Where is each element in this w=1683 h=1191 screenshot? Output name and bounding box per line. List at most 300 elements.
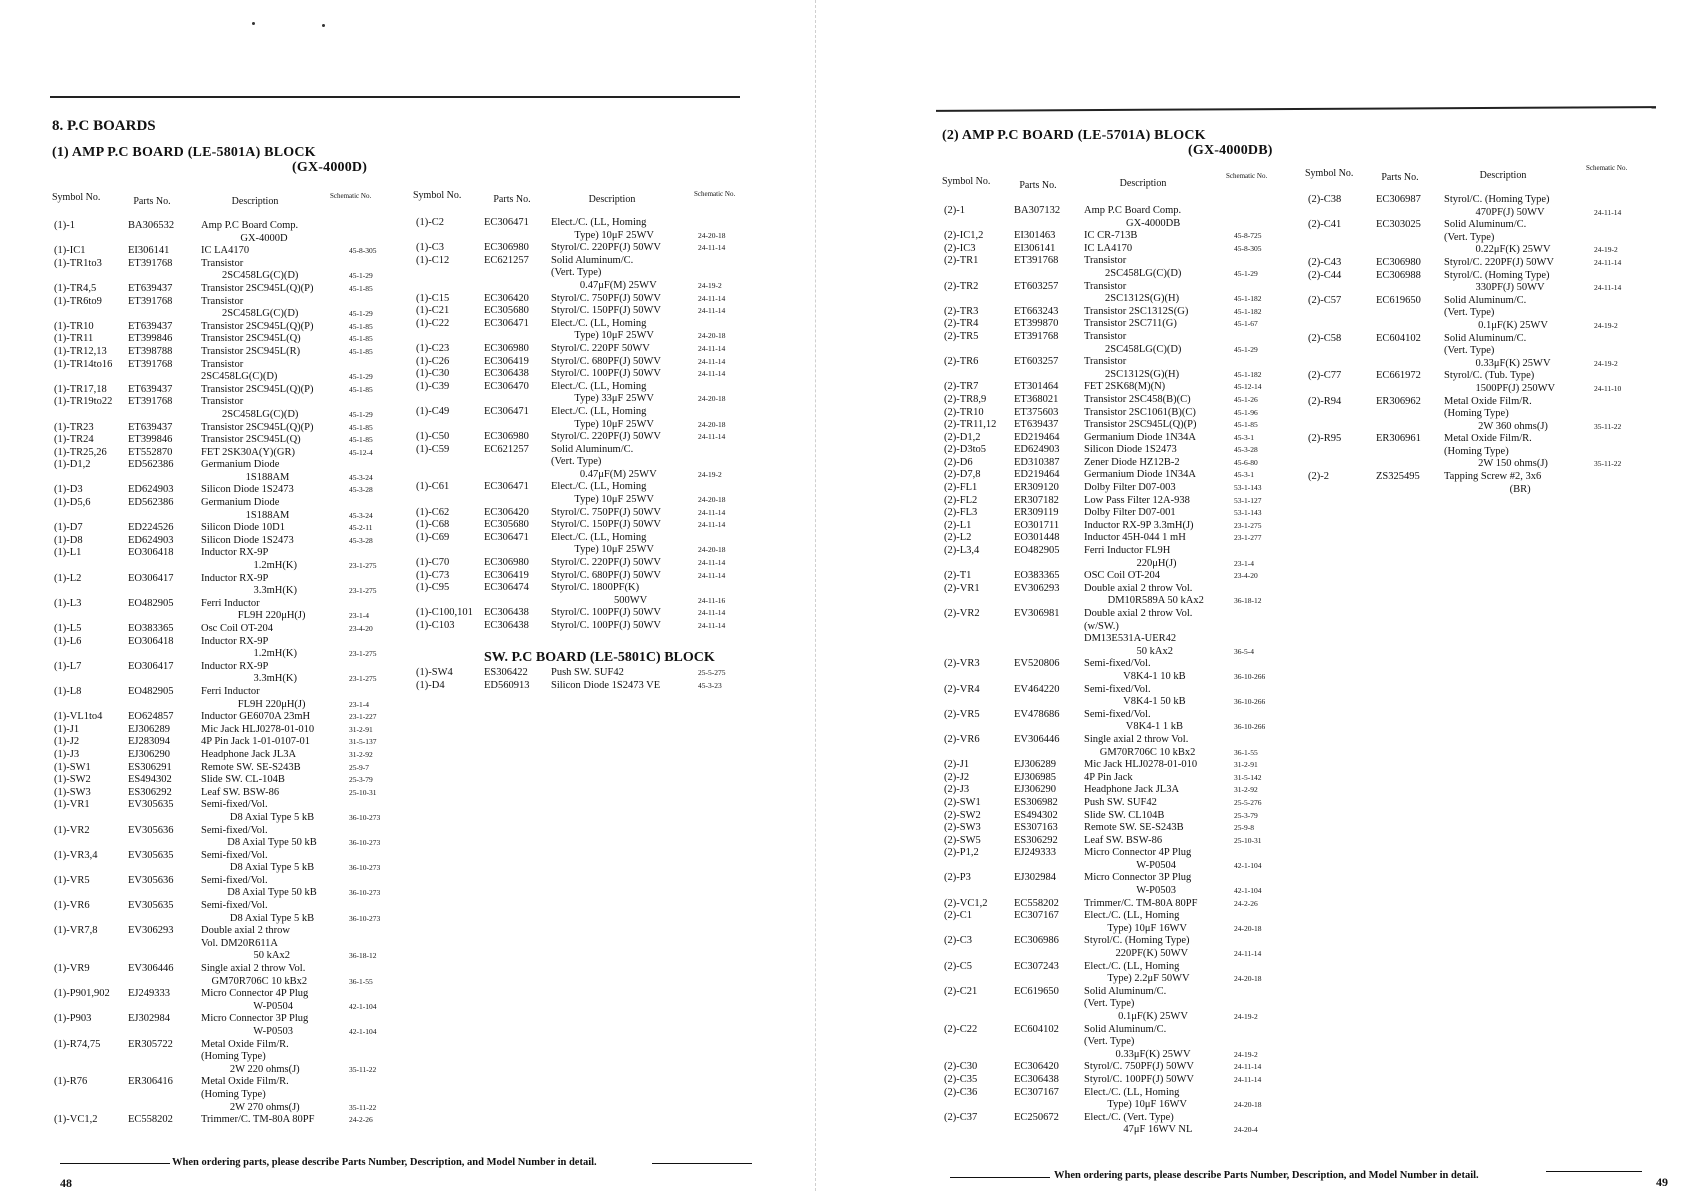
symbol-no: (1)-C26 [416, 355, 450, 367]
description: Silicon Diode 1S2473 VE [551, 679, 661, 691]
parts-row [1308, 446, 1630, 459]
parts-no: ET391768 [128, 295, 173, 307]
parts-row [54, 976, 389, 989]
parts-no [128, 648, 201, 661]
parts-no: ET399870 [1014, 318, 1059, 330]
schematic-no [349, 1013, 389, 1026]
description: Styrol/C. 100PF(J) 50WV [551, 368, 661, 380]
parts-no: ET639437 [128, 320, 173, 332]
description: Transistor [1084, 255, 1127, 267]
schematic-no: 36-5-4 [1234, 646, 1254, 656]
description: Styrol/C. (Homing Type) [1084, 935, 1190, 947]
parts-no [128, 1064, 201, 1077]
description: Silicon Diode 1S2473 [201, 534, 294, 546]
parts-no [128, 1089, 201, 1102]
symbol-no [944, 293, 1014, 306]
description: (Vert. Type) [1444, 345, 1495, 357]
parts-no: ET552870 [128, 446, 173, 458]
symbol-no [54, 585, 128, 598]
parts-row [944, 293, 1270, 306]
header-schematic: Schematic No. [1586, 164, 1628, 172]
description: 1.2mH(K) [201, 648, 297, 660]
schematic-no: 31-2-91 [1234, 760, 1258, 770]
parts-row [54, 938, 389, 951]
symbol-no: (1)-J3 [54, 748, 80, 760]
schematic-no: 45-1-67 [1234, 319, 1258, 329]
symbol-no: (1)-P901,902 [54, 988, 110, 1000]
symbol-no [54, 610, 128, 623]
parts-no [1376, 345, 1444, 358]
description: Micro Connector 4P Plug [201, 988, 309, 1000]
parts-no: EV306293 [1014, 582, 1060, 594]
parts-no: EO306418 [128, 635, 174, 647]
description: Remote SW. SE-S243B [201, 761, 301, 773]
symbol-no [54, 1064, 128, 1077]
parts-row [944, 923, 1270, 936]
symbol-no: (1)-TR23 [54, 421, 94, 433]
description: V8K4-1 10 kB [1084, 670, 1186, 682]
parts-no: EC303025 [1376, 219, 1421, 231]
parts-list-sub-block [416, 667, 738, 692]
schematic-no [698, 381, 738, 394]
description: Germanium Diode [201, 459, 280, 471]
parts-no: EO482905 [128, 685, 174, 697]
top-rule [936, 106, 1656, 112]
parts-no [128, 887, 201, 900]
parts-row [54, 270, 389, 283]
symbol-no: (2)-D1,2 [944, 431, 981, 443]
schematic-no [1594, 446, 1630, 459]
symbol-no [944, 721, 1014, 734]
schematic-no: 24-19-2 [698, 280, 722, 290]
parts-row [54, 623, 389, 636]
symbol-no [1308, 484, 1376, 497]
description: 2SC458LG(C)(D) [201, 371, 278, 383]
symbol-no [944, 1099, 1014, 1112]
parts-row [944, 255, 1270, 268]
description: W-P0503 [201, 1026, 293, 1037]
symbol-no: (1)-SW3 [54, 786, 91, 798]
schematic-no: 25-9-8 [1234, 823, 1254, 833]
parts-row [416, 680, 738, 693]
footer-rule [652, 1163, 752, 1164]
symbol-no [416, 419, 484, 432]
description: GX-4000DB [1084, 217, 1181, 229]
description: Double axial 2 throw Vol. [1084, 582, 1193, 594]
parts-row [944, 444, 1270, 457]
description: Transistor [1084, 280, 1127, 292]
schematic-no: 35-11-22 [1594, 459, 1622, 469]
parts-no: ED624903 [128, 484, 174, 496]
parts-row [54, 862, 389, 875]
description: Semi-fixed/Vol. [1084, 658, 1151, 670]
parts-no: ED562386 [128, 459, 174, 471]
description: D8 Axial Type 5 kB [201, 811, 315, 823]
schematic-no: 24-11-14 [1234, 949, 1262, 959]
parts-row [944, 558, 1270, 571]
parts-row [1308, 458, 1630, 471]
parts-row [416, 582, 738, 595]
parts-row [54, 283, 389, 296]
description: 2SC458LG(C)(D) [201, 270, 299, 282]
description: 2SC458LG(C)(D) [201, 408, 299, 420]
description: GX-4000D [201, 232, 288, 244]
footer-rule [1546, 1171, 1642, 1172]
schematic-no: 45-3-24 [349, 510, 373, 520]
parts-no [1014, 998, 1084, 1011]
schematic-no: 45-1-85 [349, 334, 373, 344]
header-description: Description [588, 194, 636, 205]
schematic-no: 23-1-227 [349, 712, 377, 722]
symbol-no: (1)-L7 [54, 660, 82, 672]
description: Transistor 2SC945L(Q)(P) [201, 320, 314, 332]
schematic-no [349, 988, 389, 1001]
parts-row [944, 810, 1270, 823]
schematic-no: 36-10-273 [349, 812, 381, 822]
parts-row [54, 371, 389, 384]
header-schematic: Schematic No. [1226, 172, 1268, 180]
schematic-no [349, 686, 389, 699]
schematic-no: 24-11-14 [1594, 257, 1622, 267]
description: 0.33μF(K) 25WV [1084, 1048, 1191, 1060]
schematic-no: 23-1-4 [349, 699, 369, 709]
parts-row [54, 850, 389, 863]
header-parts-no: Parts No. [1381, 172, 1419, 183]
parts-row [54, 837, 389, 850]
schematic-no: 45-1-29 [349, 271, 373, 281]
symbol-no: (2)-FL2 [944, 494, 978, 506]
description: Solid Aluminum/C. [1444, 294, 1527, 306]
description: Amp P.C Board Comp. [1084, 205, 1182, 216]
description: 4P Pin Jack 1-01-0107-01 [201, 736, 310, 748]
parts-no: ZS325495 [1376, 471, 1420, 483]
description: FET 2SK68(M)(N) [1084, 381, 1166, 393]
schematic-no: 31-2-92 [1234, 785, 1258, 795]
description: Transistor [1084, 356, 1127, 368]
schematic-no: 45-1-182 [1234, 294, 1262, 304]
parts-no: EV305635 [128, 849, 174, 861]
parts-list-column-1 [54, 220, 389, 1127]
symbol-no: (2)-1 [944, 205, 965, 216]
parts-no: EC306980 [1376, 256, 1421, 268]
parts-row [54, 736, 389, 749]
schematic-no: 23-4-20 [349, 624, 373, 633]
parts-row [54, 472, 389, 485]
symbol-no: (1)-C68 [416, 519, 450, 531]
schematic-no: 24-2-26 [349, 1115, 373, 1125]
parts-row [944, 457, 1270, 470]
schematic-no [1234, 1024, 1270, 1037]
header-parts-no: Parts No. [493, 194, 531, 205]
page-number: 48 [60, 1176, 72, 1190]
schematic-no: 24-11-14 [698, 369, 726, 379]
schematic-no: 45-8-305 [1234, 243, 1262, 253]
parts-row [54, 799, 389, 812]
symbol-no [54, 1102, 128, 1115]
parts-no [128, 976, 201, 989]
parts-no: EJ306289 [128, 723, 170, 735]
schematic-no: 36-10-273 [349, 863, 381, 873]
parts-row [416, 456, 738, 469]
description: Semi-fixed/Vol. [1084, 708, 1151, 720]
schematic-no: 53-1-143 [1234, 483, 1262, 493]
parts-no: EV478686 [1014, 708, 1060, 720]
parts-row [54, 296, 389, 309]
schematic-no [349, 875, 389, 888]
symbol-no [416, 469, 484, 482]
schematic-no: 45-3-28 [349, 485, 373, 495]
description: Elect./C. (LL, Homing [551, 380, 647, 392]
symbol-no: (1)-VR9 [54, 963, 90, 975]
description: Styrol/C. (Homing Type) [1444, 269, 1550, 281]
symbol-no [944, 558, 1014, 571]
schematic-no [698, 456, 738, 469]
schematic-no [1234, 281, 1270, 294]
schematic-no [1594, 345, 1630, 358]
schematic-no: 35-11-22 [349, 1064, 377, 1074]
parts-no [128, 1051, 201, 1064]
parts-row [944, 318, 1270, 331]
symbol-no [54, 812, 128, 825]
parts-no [1014, 721, 1084, 734]
symbol-no: (2)-C35 [944, 1073, 978, 1085]
description: Styrol/C. 220PF(J) 50WV [551, 242, 661, 254]
description: (BR) [1444, 483, 1531, 495]
parts-row [1308, 270, 1630, 283]
parts-row [54, 220, 389, 233]
symbol-no [54, 510, 128, 523]
parts-no [1014, 860, 1084, 873]
parts-no: ES306292 [128, 786, 172, 798]
parts-row [1308, 433, 1630, 446]
parts-no: ET391768 [128, 358, 173, 370]
symbol-no [1308, 307, 1376, 320]
schematic-no: 45-1-85 [349, 283, 373, 293]
parts-row [54, 1076, 389, 1089]
schematic-no: 23-1-4 [349, 611, 369, 621]
description: Styrol/C. 100PF(J) 50WV [1084, 1073, 1194, 1085]
schematic-no: 31-5-142 [1234, 772, 1262, 782]
symbol-no [416, 494, 484, 507]
symbol-no [944, 646, 1014, 659]
schematic-no [349, 799, 389, 812]
parts-row [54, 484, 389, 497]
parts-no: ES306292 [1014, 834, 1058, 846]
description: Zener Diode HZ12B-2 [1084, 456, 1180, 468]
parts-no [128, 610, 201, 623]
description: 0.1μF(K) 25WV [1444, 319, 1548, 331]
symbol-no [54, 950, 128, 963]
parts-row [54, 1013, 389, 1026]
parts-no: EV464220 [1014, 683, 1060, 695]
parts-row [944, 948, 1270, 961]
block-title: (1) AMP P.C BOARD (LE-5801A) BLOCK [52, 145, 316, 160]
parts-row [944, 1099, 1270, 1112]
parts-no [128, 371, 201, 384]
symbol-no: (2)-D6 [944, 456, 973, 468]
symbol-no: (2)-TR2 [944, 280, 979, 292]
description: Type) 10μF 25WV [551, 418, 654, 430]
symbol-no: (1)-L6 [54, 635, 82, 647]
schematic-no: 25-10-31 [1234, 835, 1262, 845]
parts-no [1376, 244, 1444, 257]
symbol-no: (1)-TR12,13 [54, 345, 107, 357]
schematic-no: 45-1-29 [349, 372, 373, 382]
symbol-no [54, 837, 128, 850]
parts-no [484, 280, 551, 293]
symbol-no [944, 1124, 1014, 1137]
symbol-no [944, 344, 1014, 357]
description: Type) 10μF 25WV [551, 544, 654, 556]
parts-no [1014, 293, 1084, 306]
parts-no: EC306980 [484, 342, 529, 354]
description: OSC Coil OT-204 [1084, 570, 1161, 582]
symbol-no [54, 699, 128, 712]
schematic-no [349, 220, 389, 233]
schematic-no: 42-1-104 [349, 1001, 377, 1011]
parts-row [944, 331, 1270, 344]
parts-no: EO306417 [128, 572, 174, 584]
parts-no [1014, 558, 1084, 571]
parts-row [944, 243, 1270, 256]
description: Push SW. SUF42 [1084, 796, 1157, 808]
symbol-no: (1)-C12 [416, 254, 450, 266]
symbol-no: (2)-C1 [944, 910, 972, 922]
symbol-no [1308, 421, 1376, 434]
description: Elect./C. (LL, Homing [551, 217, 647, 228]
parts-row [54, 333, 389, 346]
parts-no [1014, 646, 1084, 659]
schematic-no [1594, 370, 1630, 383]
schematic-no [1234, 608, 1270, 621]
parts-row [416, 368, 738, 381]
parts-row [54, 535, 389, 548]
parts-no [128, 699, 201, 712]
description: Styrol/C. 150PF(J) 50WV [551, 305, 661, 317]
schematic-no: 45-3-1 [1234, 432, 1254, 442]
parts-row [944, 595, 1270, 608]
description: Styrol/C. 220PF(J) 50WV [551, 557, 661, 569]
symbol-no: (1)-C30 [416, 368, 450, 380]
schematic-no: 24-20-18 [698, 394, 726, 404]
parts-no: ES306982 [1014, 796, 1058, 808]
parts-no [484, 494, 551, 507]
symbol-no: (1)-VR6 [54, 900, 90, 912]
description: Headphone Jack JL3A [201, 748, 297, 760]
parts-no [1014, 696, 1084, 709]
schematic-no [1234, 633, 1270, 646]
symbol-no: (1)-D5,6 [54, 497, 91, 509]
symbol-no [54, 1051, 128, 1064]
parts-row [416, 544, 738, 557]
symbol-no: (1)-C59 [416, 443, 450, 455]
parts-no: EC305680 [484, 305, 529, 317]
schematic-no: 24-11-14 [698, 558, 726, 568]
parts-row [54, 1051, 389, 1064]
description: DM10R589A 50 kAx2 [1084, 595, 1204, 607]
parts-row [944, 583, 1270, 596]
description: Type) 10μF 16WV [1084, 1099, 1187, 1111]
description: Slide SW. CL-104B [201, 774, 285, 786]
symbol-no: (2)-SW3 [944, 822, 981, 834]
parts-row [944, 268, 1270, 281]
parts-row [1308, 244, 1630, 257]
parts-row [944, 507, 1270, 520]
schematic-no: 24-20-18 [698, 419, 726, 429]
parts-row [54, 875, 389, 888]
schematic-no: 45-1-182 [1234, 369, 1262, 379]
parts-no: EC306980 [484, 242, 529, 254]
schematic-no: 36-10-273 [349, 888, 381, 898]
parts-no: EJ306289 [1014, 759, 1056, 771]
parts-no: ER307182 [1014, 494, 1059, 506]
description: Solid Aluminum/C. [1444, 219, 1527, 231]
description: Styrol/C. 150PF(J) 50WV [551, 519, 661, 531]
parts-no [128, 409, 201, 422]
header-description: Description [1119, 178, 1167, 189]
description: Inductor GE6070A 23mH [201, 711, 311, 723]
parts-row [416, 356, 738, 369]
symbol-no: (1)-C70 [416, 557, 450, 569]
parts-no: ED224526 [128, 522, 174, 534]
symbol-no: (1)-D3 [54, 484, 83, 496]
parts-row [54, 812, 389, 825]
symbol-no: (2)-D7,8 [944, 469, 981, 481]
description: Transistor 2SC945L(Q)(P) [201, 421, 314, 433]
schematic-no: 36-10-266 [1234, 697, 1266, 707]
parts-no: EV305635 [128, 799, 174, 811]
symbol-no [54, 560, 128, 573]
parts-no: EI306141 [128, 245, 170, 257]
symbol-no: (1)-TR4,5 [54, 282, 97, 294]
schematic-no: 25-10-31 [349, 787, 377, 797]
parts-no: EO301711 [1014, 519, 1060, 531]
symbol-no [944, 1049, 1014, 1062]
parts-row [944, 230, 1270, 243]
schematic-no [1594, 307, 1630, 320]
parts-no [1376, 458, 1444, 471]
parts-no [1376, 484, 1444, 497]
symbol-no: (2)-C22 [944, 1023, 978, 1035]
symbol-no: (2)-C3 [944, 935, 972, 947]
schematic-no [1234, 709, 1270, 722]
description: Type) 10μF 16WV [1084, 922, 1187, 934]
parts-no [1376, 383, 1444, 396]
schematic-no [1234, 1036, 1270, 1049]
parts-no: ED560913 [484, 679, 530, 691]
description: (Homing Type) [201, 1088, 266, 1100]
schematic-no: 23-1-275 [349, 586, 377, 596]
footer-rule [950, 1177, 1050, 1178]
symbol-no: (2)-2 [1308, 471, 1329, 483]
symbol-no: (2)-L1 [944, 519, 972, 531]
parts-row [944, 910, 1270, 923]
parts-row [416, 419, 738, 432]
symbol-no: (1)-C103 [416, 620, 455, 631]
parts-row [1308, 320, 1630, 333]
symbol-no [1308, 383, 1376, 396]
parts-no [128, 585, 201, 598]
parts-no [1014, 747, 1084, 760]
schematic-no [1234, 998, 1270, 1011]
parts-no: ET368021 [1014, 393, 1059, 405]
symbol-no: (2)-C21 [944, 985, 978, 997]
parts-row [54, 749, 389, 762]
symbol-no [944, 973, 1014, 986]
parts-row [944, 646, 1270, 659]
description: D8 Axial Type 5 kB [201, 912, 315, 924]
description: 3.3mH(K) [201, 673, 297, 685]
